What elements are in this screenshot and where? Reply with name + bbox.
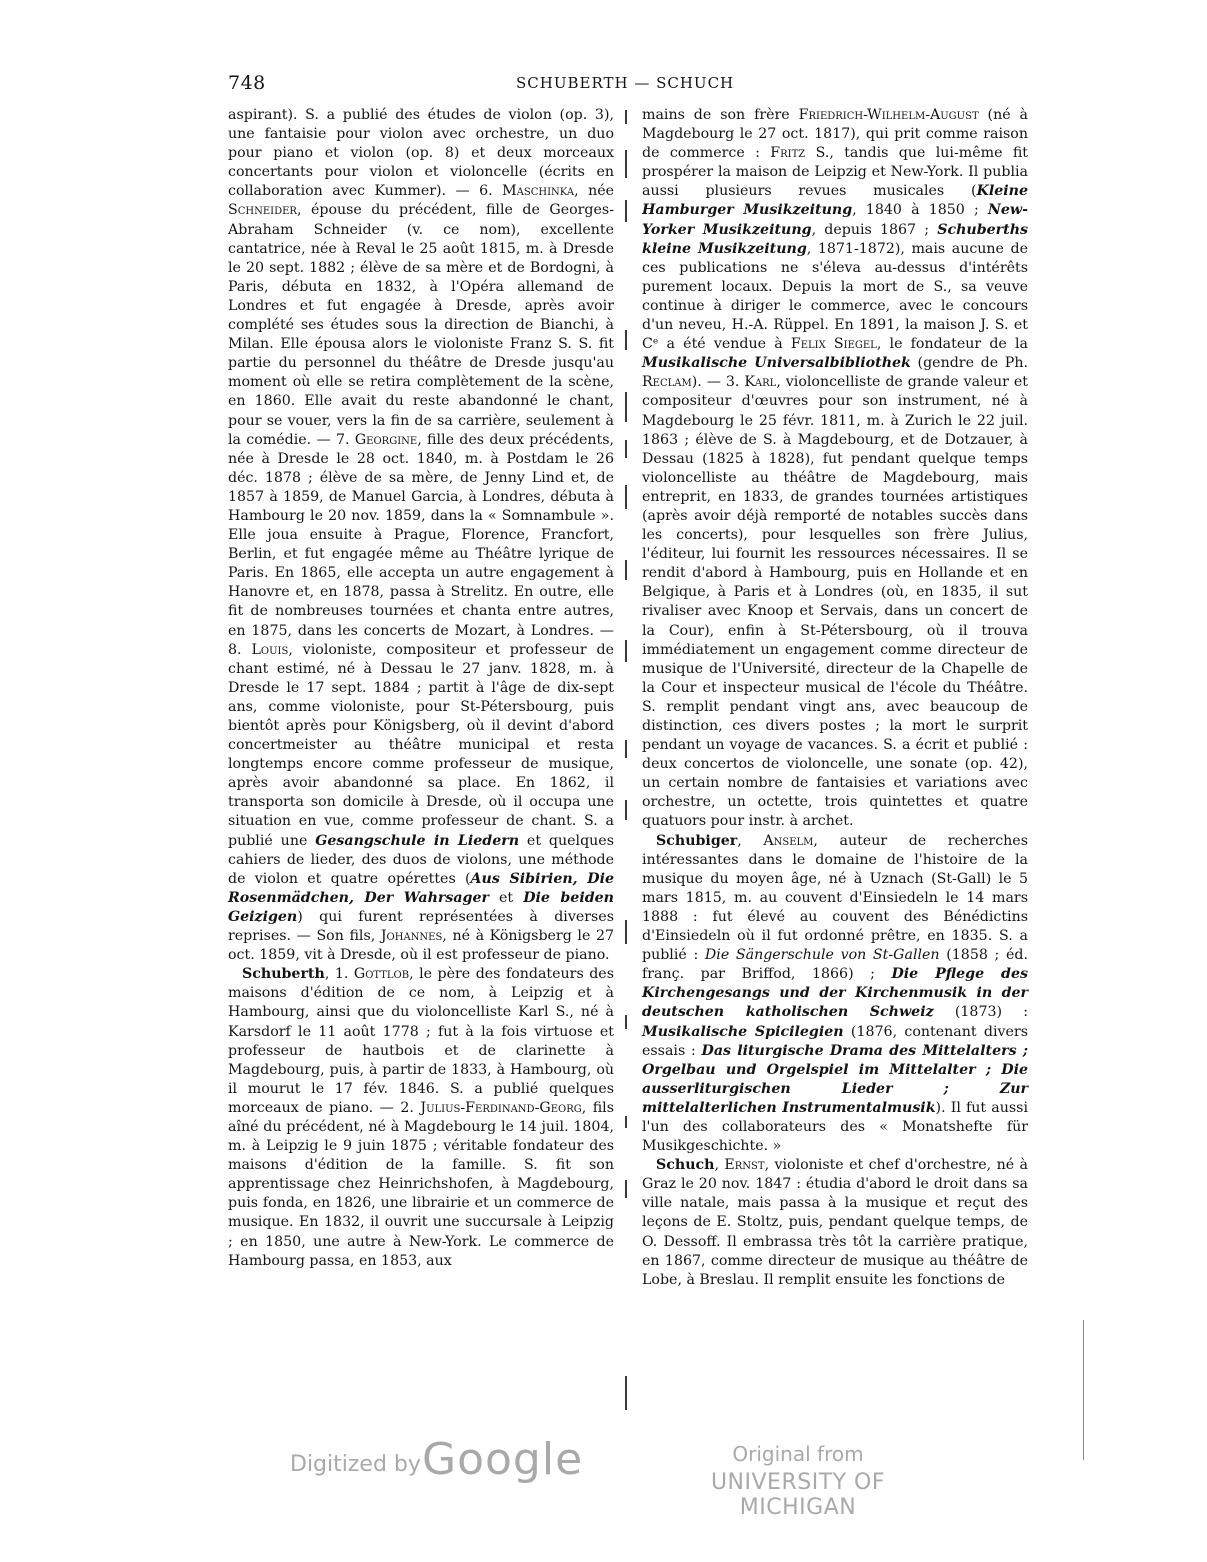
text-run: (gendre de Ph. [910, 355, 1028, 372]
text-run: ) qui furent représentées à diverses reprises. — Son fils, [228, 908, 614, 945]
work-title: Die Sängerschule von St-Gallen [704, 947, 940, 964]
small-caps-name: Julius-Ferdinand-Georg [420, 1099, 582, 1116]
text-run: , 1. [324, 966, 354, 983]
work-title: Musikalische Universalbibliothek [642, 355, 911, 372]
column-rule [625, 1116, 627, 1128]
text-run: , né à Königsberg le 27 oct. 1859, vit à Dresde, où il est professeur de piano. [228, 928, 614, 964]
entry-schuch [642, 1156, 1028, 1290]
work-title: Musikalische Spicilegien [642, 1023, 844, 1040]
text-run: , épouse du précédent, fille de Georges-Abraham Schneider (v. ce nom), excellente cantatrice, née à Reval le 25 août 1815, m. à Dresde le 20 sept. 1882 ; élève de sa mère et de Bordogni, à Paris, débuta en 1832, à l'Opéra allemand de Londres et fut engagée à Dresde, après avoir complété ses études sous la direction de Bianchi, à Milan. Elle épousa alors le violoniste Franz S. S. fit partie du personnel du théâtre de Dresde jusqu'au moment où elle se retira complètement de la scène, en 1860. Elle avait du reste abandonné le chant, pour se vouer, vers la fin de sa carrière, seulement à la comédie. — 7. [228, 202, 614, 448]
text-run: , 1840 à 1850 ; [852, 202, 988, 219]
right-column [642, 106, 1028, 1290]
column-rule [625, 1180, 627, 1198]
column-rule [625, 110, 627, 124]
text-run: et [488, 889, 524, 906]
original-from-text: Original from [732, 1442, 864, 1466]
university-name-text: UNIVERSITY OF MICHIGAN [710, 1470, 886, 1520]
small-caps-name: Reclam [642, 374, 692, 391]
column-rule [625, 800, 627, 820]
work-title: Kleine Hamburger Musikzeitung [642, 183, 1028, 219]
small-caps-name: Karl [744, 374, 777, 391]
entry-headword: Schubiger [656, 832, 738, 849]
small-caps-name: Louis [251, 641, 289, 658]
work-title: Die Pflege des Kirchengesangs und der Kirchenmusik in der deutschen katholischen Schweiz [642, 966, 1028, 1021]
text-run: aspirant). S. a publié des études de violon (op. 3), une fantaisie pour violon avec orchestre, un duo pour piano et violon (op. 8) et deux morceaux concertants pour violon et violoncelle (écrits en collaboration avec Kummer). — 6. [228, 107, 614, 200]
university-watermark [668, 1442, 928, 1520]
text-run: (1876, contenant divers essais : [642, 1023, 1028, 1059]
page-header [228, 72, 1028, 96]
entry-paragraph [228, 106, 614, 965]
small-caps-name: Anselm [763, 832, 814, 849]
small-caps-name: Georgine [354, 431, 418, 448]
small-caps-name: Fritz [770, 145, 806, 162]
digitized-by-text: Digitized by [290, 1452, 421, 1477]
text-run: , [714, 1157, 725, 1174]
work-title: Gesangschule in Liedern [315, 832, 520, 849]
text-run: S., tandis que lui-même fit prospérer la maison de Leipzig et New-York. Il publia aussi plusieurs revues musicales ( [642, 145, 1028, 200]
work-title: Die beiden Geizigen [228, 889, 614, 925]
column-rule [625, 440, 627, 458]
column-rule [625, 392, 627, 422]
text-run: , violoniste, compositeur et professeur de chant estimé, né à Dessau le 27 janv. 1828, m. à Dresde le 17 sept. 1884 ; partit à l'âge de dix-sept ans, comme violoniste, pour St-Pétersbourg, puis bientôt après pour Königsberg, où il devint d'abord concertmeister au théâtre municipal et resta longtemps encore comme professeur de musique, après avoir abandonné sa place. En 1862, il transporta son domicile à Dresde, où il occupa une situation en vue, comme professeur de chant. S. a publié une [228, 641, 615, 849]
text-run: ). Il fut aussi l'un des collaborateurs des « Monatshefte für Musikgeschichte. » [642, 1099, 1028, 1155]
google-logo-text: Google [422, 1434, 584, 1485]
small-caps-name: Johannes [380, 928, 443, 945]
text-run: et quelques cahiers de lieder, des duos de violons, une méthode de violon et quatre opérettes ( [228, 832, 614, 887]
text-run: , [737, 832, 764, 849]
column-rule [625, 740, 627, 758]
text-run: , violoncelliste de grande valeur et compositeur d'œuvres pour son instrument, né à Magdebourg le 25 févr. 1811, m. à Zurich le 22 juil. 1863 ; élève de S. à Magdebourg, et de Dotzauer, à Dessau (1825 à 1828), fut pendant quelque temps violoncelliste au théâtre de Magdebourg, mais entreprit, en 1833, de grandes tournées artistiques (après avoir déjà remporté de notables succès dans les concerts), pour lesquelles son frère Julius, l'éditeur, lui fournit les ressources nécessaires. Il se rendit d'abord à Hambourg, puis en Hollande et en Belgique, à Paris et à Londres (où, en 1835, il sut rivaliser avec Knoop et Servais, dans un concert de la Cour), enfin à St-Pétersbourg, où il trouva immédiatement un engagement comme directeur de musique de l'Université, directeur de la Chapelle de la Cour et inspecteur musical de l'école du Théâtre. S. remplit pendant vingt ans, avec beaucoup de distinction, ces divers postes ; la mort le surprit pendant un voyage de vacances. S. a écrit et publié : deux concertos de violoncelle, une sonate (op. 42), un certain nombre de fantaisies et variations avec orchestre, un octette, trois quintettes et quatre quatuors pour instr. à archet. [642, 374, 1028, 830]
entry-schubiger [642, 832, 1028, 1157]
column-rule [625, 1376, 627, 1410]
text-run: (1858 ; éd. franç. par Briffod, 1866) ; [642, 947, 1028, 983]
small-caps-name: Ernst [724, 1157, 765, 1174]
text-run: , fils aîné du précédent, né à Magdebourg le 14 juil. 1804, m. à Leipzig le 9 juin 1875 ; véritable fondateur des maisons d'édition de la famille. S. fit son apprentissage chez Heinrichshofen, à Magdebourg, puis fonda, en 1826, une librairie et un commerce de musique. En 1832, il ouvrit une succursale à Leipzig ; en 1850, une autre à New-York. Le commerce de Hambourg passa, en 1853, aux [228, 1099, 615, 1269]
small-caps-name: Felix Siegel [790, 336, 877, 353]
text-run: (1873) : [933, 1004, 1028, 1021]
text-run: , le fondateur de la [876, 336, 1028, 353]
text-run: , fille des deux précédents, née à Dresde le 28 oct. 1840, m. à Postdam le 26 déc. 1878 ; élève de sa mère, de Jenny Lind et, de 1857 à 1859, de Manuel Garcia, à Londres, débuta à Hambourg le 20 nov. 1859, dans la « Somnambule ». Elle joua ensuite à Prague, Florence, Francfort, Berlin, et fut engagée même au Théâtre lyrique de Paris. En 1865, elle accepta un autre engagement à Hanovre et, en 1878, passa à Strelitz. En outre, elle fit de nombreuses tournées et chanta entre autres, en 1875, dans les concerts de Mozart, à Londres. — 8. [228, 431, 614, 658]
column-rule [625, 640, 627, 662]
text-run: , auteur de recherches intéressantes dans le domaine de l'histoire de la musique du moyen âge, né à Uznach (St-Gall) le 5 mars 1815, m. au couvent d'Einsiedeln le 14 mars 1888 : fut élevé au couvent des Bénédictins d'Einsiedeln où il fut ordonné prêtre, en 1835. S. a publié : [642, 832, 1028, 964]
column-rule [625, 200, 627, 222]
text-run: , le père des fondateurs des maisons d'édition de ce nom, à Leipzig et à Hambourg, ainsi que du violoncelliste Karl S., né à Karsdorf le 11 août 1778 ; fut à la fois virtuose et professeur de hautbois et de clarinette à Magdebourg, puis, à partir de 1833, à Hambourg, où il mourut le 17 fév. 1846. S. a publié quelques morceaux de piano. — 2. [228, 966, 614, 1116]
text-run: , 1871-1872), mais aucune de ces publications ne s'éleva au-dessus d'intérêts purement locaux. Depuis la mort de S., sa veuve continue à diriger le commerce, avec le concours d'un neveu, H.-A. Rüppel. En 1891, la maison J. S. et Cᵉ a été vendue à [642, 240, 1028, 353]
entry-continuation [642, 106, 1028, 832]
margin-rule [1083, 1320, 1084, 1460]
work-title: Schuberths kleine Musikzeitung [642, 221, 1029, 257]
entry-headword: Schuch [656, 1157, 715, 1174]
column-rule [625, 920, 627, 944]
entry-schuberth [228, 965, 614, 1271]
small-caps-name: Gottlob [353, 966, 410, 983]
small-caps-name: Friedrich-Wilhelm-August [798, 107, 979, 123]
work-title: New-Yorker Musikzeitung [642, 202, 1029, 238]
column-rule [625, 1015, 627, 1029]
text-run: , depuis 1867 ; [811, 221, 938, 238]
page-number: 748 [228, 72, 266, 94]
column-rule [625, 485, 627, 509]
text-run: (né à Magdebourg le 27 oct. 1817), qui prit comme raison de commerce : [642, 107, 1029, 162]
text-run: , violoniste et chef d'orchestre, né à Graz le 20 nov. 1847 : étudia d'abord le droit dans sa ville natale, mais passa à la musique et reçut des leçons de E. Stoltz, puis, pendant quelque temps, de O. Dessoff. Il embrassa très tôt la carrière pratique, en 1867, comme directeur de musique au théâtre de Lobe, à Breslau. Il remplit ensuite les fonctions de [642, 1157, 1028, 1288]
text-run: , née [574, 183, 614, 200]
text-run: ). — 3. [691, 374, 745, 391]
column-rule [625, 330, 627, 350]
left-column [228, 106, 614, 1271]
small-caps-name: Schneider [228, 202, 297, 219]
column-rule [625, 150, 627, 178]
work-title: Das liturgische Drama des Mittelalters ; Orgelbau und Orgelspiel im Mittelalter ; Die ausserliturgischen Lieder ; Zur mittelalterlichen Instrumentalmusik [642, 1042, 1028, 1116]
text-run: mains de son frère [642, 107, 799, 123]
running-title: SCHUBERTH — SCHUCH [516, 74, 735, 92]
work-title: Aus Sibirien, Die Rosenmädchen, Der Wahrsager [228, 870, 614, 906]
small-caps-name: Maschinka [502, 183, 575, 200]
column-rule [625, 560, 627, 580]
entry-headword: Schuberth [242, 966, 325, 983]
